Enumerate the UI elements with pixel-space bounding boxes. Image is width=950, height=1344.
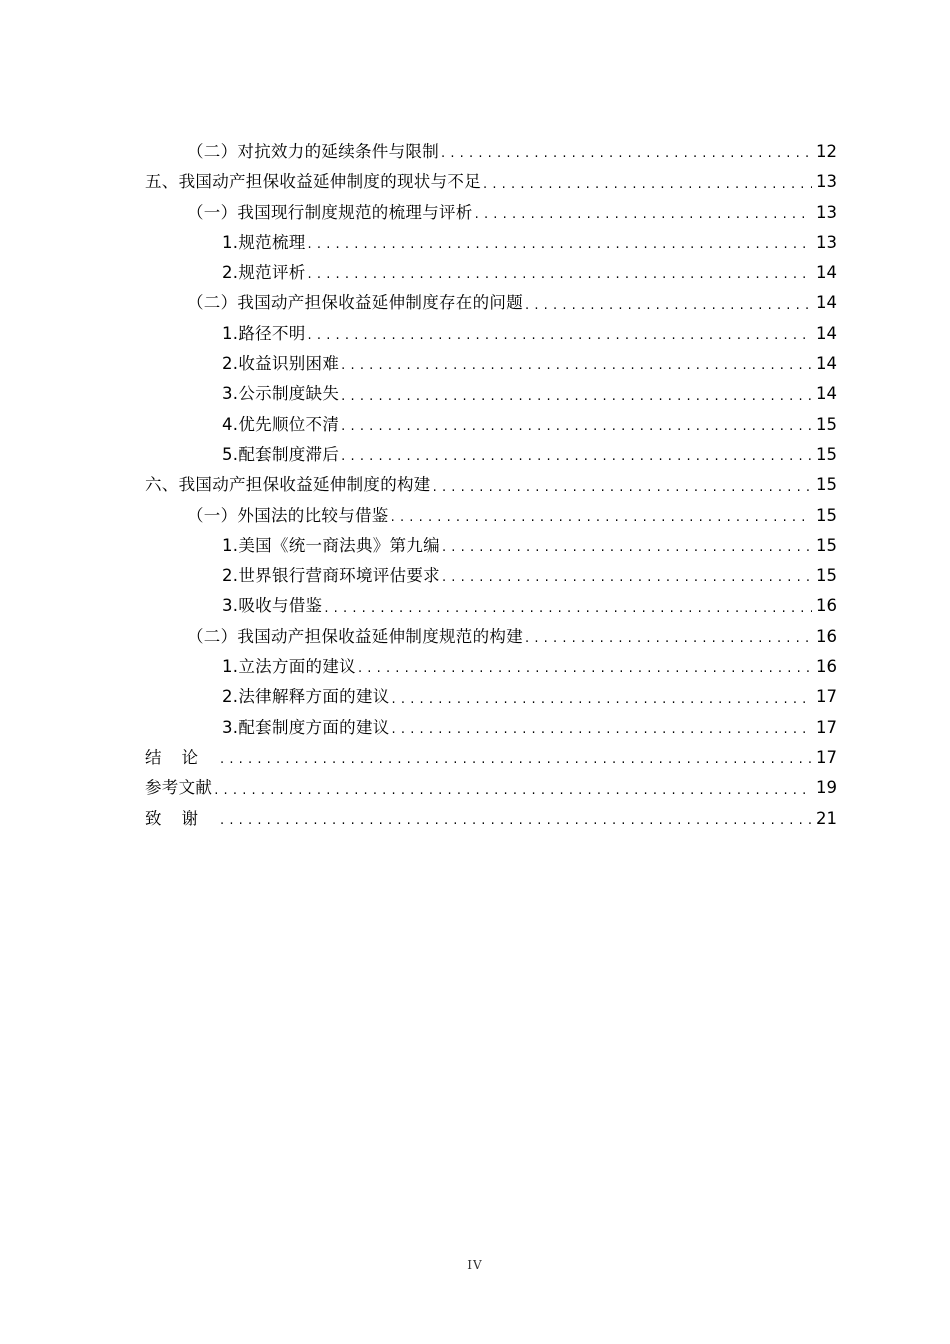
- toc-entry[interactable]: [145, 349, 837, 379]
- toc-entry[interactable]: [145, 470, 837, 500]
- toc-entry[interactable]: [145, 622, 837, 652]
- toc-entry-title: （一）我国现行制度规范的梳理与评析: [187, 202, 473, 222]
- toc-entry-page: 14: [816, 354, 837, 374]
- toc-dot-leader: [308, 323, 812, 349]
- page-number: IV: [467, 1258, 483, 1272]
- toc-entry-page: 13: [816, 172, 837, 192]
- toc-entry-title: （一）外国法的比较与借鉴: [187, 505, 389, 525]
- toc-dot-leader: [308, 262, 812, 288]
- toc-entry-page: 16: [816, 626, 837, 646]
- toc-entry-page: 13: [816, 232, 837, 252]
- toc-entry-page: 15: [816, 444, 837, 464]
- toc-entry-title: 2.收益识别困难: [222, 354, 340, 374]
- toc-dot-leader: [442, 535, 812, 561]
- toc-entry[interactable]: [145, 440, 837, 470]
- toc-dot-leader: [433, 475, 812, 501]
- toc-entry-page: 15: [816, 505, 837, 525]
- toc-dot-leader: [220, 808, 812, 834]
- toc-entry-title: 2.规范评析: [222, 263, 306, 283]
- toc-entry[interactable]: [145, 531, 837, 561]
- toc-dot-leader: [341, 414, 812, 440]
- toc-entry[interactable]: [145, 804, 837, 834]
- toc-entry-title: 参考文献: [145, 778, 213, 798]
- toc-dot-leader: [308, 232, 812, 258]
- toc-entry[interactable]: [145, 288, 837, 318]
- toc-entry-page: 21: [816, 808, 837, 828]
- toc-dot-leader: [442, 565, 812, 591]
- toc-entry[interactable]: [145, 228, 837, 258]
- toc-entry-title: 3.吸收与借鉴: [222, 596, 323, 616]
- toc-entry[interactable]: [145, 319, 837, 349]
- toc-entry-page: 14: [816, 384, 837, 404]
- toc-entry-title: 致谢: [145, 808, 218, 828]
- toc-entry-title: 结论: [145, 747, 218, 767]
- toc-entry[interactable]: [145, 137, 837, 167]
- toc-entry-title: 3.配套制度方面的建议: [222, 717, 390, 737]
- toc-entry-page: 16: [816, 596, 837, 616]
- toc-entry-page: 17: [816, 747, 837, 767]
- toc-entry[interactable]: [145, 713, 837, 743]
- toc-entry[interactable]: [145, 167, 837, 197]
- toc-entry-page: 19: [816, 778, 837, 798]
- toc-entry-page: 13: [816, 202, 837, 222]
- toc-entry-title: （二）对抗效力的延续条件与限制: [187, 142, 439, 161]
- toc-entry-page: 14: [816, 263, 837, 283]
- toc-dot-leader: [341, 384, 812, 410]
- toc-entry[interactable]: [145, 501, 837, 531]
- toc-dot-leader: [483, 172, 812, 198]
- toc-dot-leader: [341, 444, 812, 470]
- toc-dot-leader: [358, 656, 812, 682]
- toc-dot-leader: [525, 626, 812, 652]
- toc-entry[interactable]: [145, 743, 837, 773]
- toc-dot-leader: [324, 596, 812, 622]
- toc-entry[interactable]: [145, 773, 837, 803]
- toc-entry[interactable]: [145, 682, 837, 712]
- toc-dot-leader: [525, 293, 812, 319]
- toc-entry-page: 14: [816, 293, 837, 313]
- toc-entry-title: 1.路径不明: [222, 323, 306, 343]
- toc-entry-title: （二）我国动产担保收益延伸制度存在的问题: [187, 293, 523, 313]
- toc-dot-leader: [341, 353, 812, 379]
- toc-entry-page: 15: [816, 475, 837, 495]
- toc-dot-leader: [475, 202, 812, 228]
- toc-entry[interactable]: [145, 561, 837, 591]
- toc-entry-page: 17: [816, 717, 837, 737]
- toc-entry[interactable]: [145, 591, 837, 621]
- toc-dot-leader: [214, 778, 812, 804]
- toc-entry-title: 2.世界银行营商环境评估要求: [222, 566, 440, 586]
- toc-entry-title: 1.立法方面的建议: [222, 657, 356, 677]
- toc-entry-title: 1.美国《统一商法典》第九编: [222, 535, 440, 555]
- toc-entry-title: 2.法律解释方面的建议: [222, 687, 390, 707]
- toc-dot-leader: [441, 141, 812, 167]
- toc-entry-page: 16: [816, 657, 837, 677]
- toc-entry-page: 15: [816, 535, 837, 555]
- toc-entry-title: 5.配套制度滞后: [222, 444, 340, 464]
- toc-dot-leader: [392, 687, 812, 713]
- toc-entry[interactable]: [145, 198, 837, 228]
- toc-dot-leader: [391, 505, 812, 531]
- toc-entry-page: 15: [816, 414, 837, 434]
- toc-entry-title: （二）我国动产担保收益延伸制度规范的构建: [187, 626, 523, 646]
- toc-entry[interactable]: [145, 258, 837, 288]
- toc-entry[interactable]: [145, 410, 837, 440]
- toc-entry-title: 五、我国动产担保收益延伸制度的现状与不足: [145, 172, 481, 192]
- toc-entry-page: 17: [816, 687, 837, 707]
- toc-entry[interactable]: [145, 379, 837, 409]
- toc-entry-title: 1.规范梳理: [222, 232, 306, 252]
- toc-dot-leader: [392, 717, 812, 743]
- toc-entry-page: 12: [816, 142, 837, 161]
- toc-entry-title: 3.公示制度缺失: [222, 384, 340, 404]
- toc-entry-title: 六、我国动产担保收益延伸制度的构建: [145, 475, 431, 495]
- toc-entry-page: 14: [816, 323, 837, 343]
- toc-entry[interactable]: [145, 652, 837, 682]
- toc-entry-page: 15: [816, 566, 837, 586]
- toc-entry-title: 4.优先顺位不清: [222, 414, 340, 434]
- table-of-contents: [145, 137, 837, 834]
- toc-dot-leader: [220, 747, 812, 773]
